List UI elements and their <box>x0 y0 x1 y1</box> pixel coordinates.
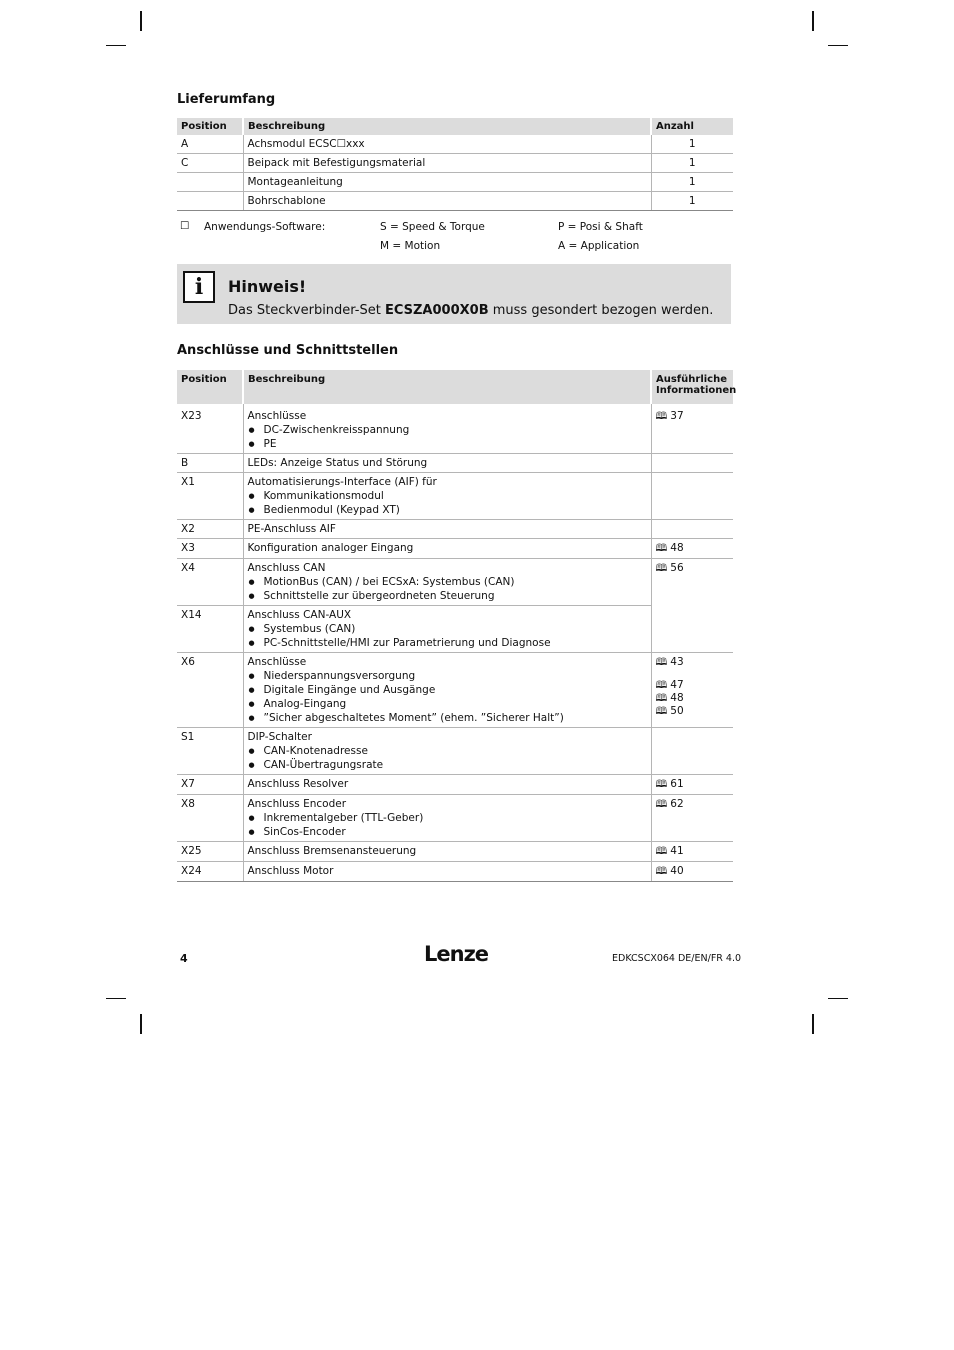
note-box <box>177 264 731 324</box>
cell-reference <box>651 520 733 539</box>
description-text: DIP-Schalter <box>247 731 312 743</box>
bullet-item: ● SinCos-Encoder <box>248 825 647 839</box>
bullet-item: ● Schnittstelle zur übergeordneten Steuerung <box>248 589 647 603</box>
table-row <box>177 192 733 211</box>
cell-quantity: 1 <box>651 173 733 192</box>
document-reference: EDKCSCX064 DE/EN/FR 4.0 <box>612 953 742 964</box>
cell-reference <box>651 862 733 882</box>
crop-mark <box>140 11 142 31</box>
cell-position: X8 <box>177 795 243 842</box>
crop-mark <box>828 45 848 46</box>
cell-position: B <box>177 454 243 473</box>
cell-description: Anschluss Bremsenansteuerung <box>243 842 651 862</box>
cell-position: A <box>177 135 243 154</box>
col-header-beschreibung: Beschreibung <box>243 370 651 404</box>
software-option: M = Motion <box>380 240 441 252</box>
note-title: Hinweis! <box>228 277 307 296</box>
bullet-item: ● DC-Zwischenkreisspannung <box>248 423 647 437</box>
cell-position: X4 <box>177 559 243 606</box>
cell-description: Bohrschablone <box>243 192 651 211</box>
cell-description: Konfiguration analoger Eingang <box>243 539 651 559</box>
cell-position: X25 <box>177 842 243 862</box>
cell-reference <box>651 842 733 862</box>
cell-reference <box>651 795 733 842</box>
book-icon: 🕮 <box>655 779 668 790</box>
page-number: 4 <box>180 952 188 965</box>
software-option: P = Posi & Shaft <box>558 221 643 233</box>
lenze-logo: Lenze <box>424 942 489 966</box>
cell-position: X6 <box>177 653 243 728</box>
table-row <box>177 154 733 173</box>
bullet-item: ● Systembus (CAN) <box>248 622 647 636</box>
book-icon: 🕮 <box>655 706 668 717</box>
book-icon: 🕮 <box>655 693 668 704</box>
cell-description <box>243 559 651 606</box>
page-reference: 41 <box>670 845 684 857</box>
book-icon: 🕮 <box>655 799 668 810</box>
col-header-informationen: Ausführliche Informationen <box>651 370 733 404</box>
cell-reference <box>651 454 733 473</box>
col-header-beschreibung: Beschreibung <box>243 118 651 135</box>
description-text: Anschlüsse <box>247 410 307 422</box>
bullet-item: ● Analog-Eingang <box>248 697 647 711</box>
cell-description: Beipack mit Befestigungsmaterial <box>243 154 651 173</box>
bullet-item: ● Niederspannungsversorgung <box>248 669 647 683</box>
book-icon: 🕮 <box>655 866 668 877</box>
cell-position: X7 <box>177 775 243 795</box>
note-part-number: ECSZA000X0B <box>384 303 489 318</box>
description-text: Anschlüsse <box>247 656 307 668</box>
cell-reference <box>651 728 733 775</box>
cell-reference <box>651 653 733 728</box>
bullet-item: ● CAN-Übertragungsrate <box>248 758 647 772</box>
cell-position: C <box>177 154 243 173</box>
cell-description: Anschluss Motor <box>243 862 651 882</box>
book-icon: 🕮 <box>655 563 668 574</box>
book-icon: 🕮 <box>655 657 668 668</box>
table-row <box>177 653 733 728</box>
table-row <box>177 862 733 882</box>
cell-description <box>243 728 651 775</box>
page-reference: 48 <box>670 692 684 704</box>
page-reference: 43 <box>670 656 684 668</box>
cell-description: Achsmodul ECSC☐xxx <box>243 135 651 154</box>
section-title-lieferumfang: Lieferumfang <box>177 92 276 107</box>
cell-position <box>177 173 243 192</box>
cell-description <box>243 795 651 842</box>
software-option: S = Speed & Torque <box>380 221 485 233</box>
table-row <box>177 795 733 842</box>
table-row <box>177 454 733 473</box>
cell-position: X24 <box>177 862 243 882</box>
bullet-item: ● Bedienmodul (Keypad XT) <box>248 503 647 517</box>
cell-description: Montageanleitung <box>243 173 651 192</box>
cell-description: Anschluss Resolver <box>243 775 651 795</box>
page-reference: 50 <box>670 705 684 717</box>
cell-description: PE-Anschluss AIF <box>243 520 651 539</box>
cell-position: X1 <box>177 473 243 520</box>
cell-position: X2 <box>177 520 243 539</box>
crop-mark <box>106 45 126 46</box>
software-label: Anwendungs-Software: <box>204 221 326 233</box>
table-row <box>177 842 733 862</box>
cell-reference <box>651 473 733 520</box>
bullet-item: ● CAN-Knotenadresse <box>248 744 647 758</box>
cell-description <box>243 473 651 520</box>
crop-mark <box>106 998 126 999</box>
bullet-item: ● Kommunikationsmodul <box>248 489 647 503</box>
info-icon: i <box>183 271 215 303</box>
bullet-item: ● MotionBus (CAN) / bei ECSxA: Systembus (CAN) <box>248 575 647 589</box>
description-text: Anschluss Encoder <box>247 798 347 810</box>
cell-reference <box>651 404 733 454</box>
page-reference: 37 <box>670 410 684 422</box>
crop-mark <box>812 1014 814 1034</box>
cell-reference <box>651 775 733 795</box>
cell-position: X14 <box>177 606 243 653</box>
table-row <box>177 606 733 653</box>
crop-mark <box>812 11 814 31</box>
page-reference: 48 <box>670 542 684 554</box>
crop-mark <box>828 998 848 999</box>
table-row <box>177 173 733 192</box>
page-reference: 61 <box>670 778 684 790</box>
page-reference: 56 <box>670 562 684 574</box>
table-row <box>177 473 733 520</box>
table-row <box>177 539 733 559</box>
page-reference: 47 <box>670 679 684 691</box>
description-text: Automatisierungs-Interface (AIF) für <box>247 476 437 488</box>
table-row <box>177 775 733 795</box>
table-row <box>177 559 733 606</box>
book-icon: 🕮 <box>655 846 668 857</box>
table-row <box>177 520 733 539</box>
table-row <box>177 404 733 454</box>
software-option: A = Application <box>558 240 640 252</box>
section-title-anschluesse: Anschlüsse und Schnittstellen <box>177 343 399 358</box>
lieferumfang-table <box>177 118 733 211</box>
cell-position: X23 <box>177 404 243 454</box>
table-row <box>177 728 733 775</box>
page-reference: 40 <box>670 865 684 877</box>
checkbox-symbol: ☐ <box>180 220 190 232</box>
description-text: Anschluss CAN <box>247 562 326 574</box>
anschluesse-table <box>177 370 737 882</box>
cell-reference <box>651 539 733 559</box>
cell-description: LEDs: Anzeige Status und Störung <box>243 454 651 473</box>
cell-description <box>243 606 651 653</box>
bullet-item: ● PC-Schnittstelle/HMI zur Parametrierung und Diagnose <box>248 636 647 650</box>
bullet-item: ● Digitale Eingänge und Ausgänge <box>248 683 647 697</box>
cell-position: X3 <box>177 539 243 559</box>
page-reference: 62 <box>670 798 684 810</box>
cell-position <box>177 192 243 211</box>
book-icon: 🕮 <box>655 680 668 691</box>
book-icon: 🕮 <box>655 543 668 554</box>
col-header-position: Position <box>177 118 243 135</box>
col-header-anzahl: Anzahl <box>651 118 733 135</box>
cell-reference <box>651 559 733 653</box>
book-icon: 🕮 <box>655 411 668 422</box>
note-text: Das Steckverbinder-Set ECSZA000X0B muss gesondert bezogen werden. <box>228 303 714 318</box>
bullet-item: ● ”Sicher abgeschaltetes Moment” (ehem. ”Sicherer Halt”) <box>248 711 647 725</box>
cell-quantity: 1 <box>651 192 733 211</box>
description-text: Anschluss CAN-AUX <box>247 609 352 621</box>
bullet-item: ● PE <box>248 437 647 451</box>
col-header-position: Position <box>177 370 243 404</box>
bullet-item: ● Inkrementalgeber (TTL-Geber) <box>248 811 647 825</box>
cell-description <box>243 404 651 454</box>
table-row <box>177 135 733 154</box>
cell-quantity: 1 <box>651 154 733 173</box>
crop-mark <box>140 1014 142 1034</box>
cell-position: S1 <box>177 728 243 775</box>
cell-quantity: 1 <box>651 135 733 154</box>
cell-description <box>243 653 651 728</box>
